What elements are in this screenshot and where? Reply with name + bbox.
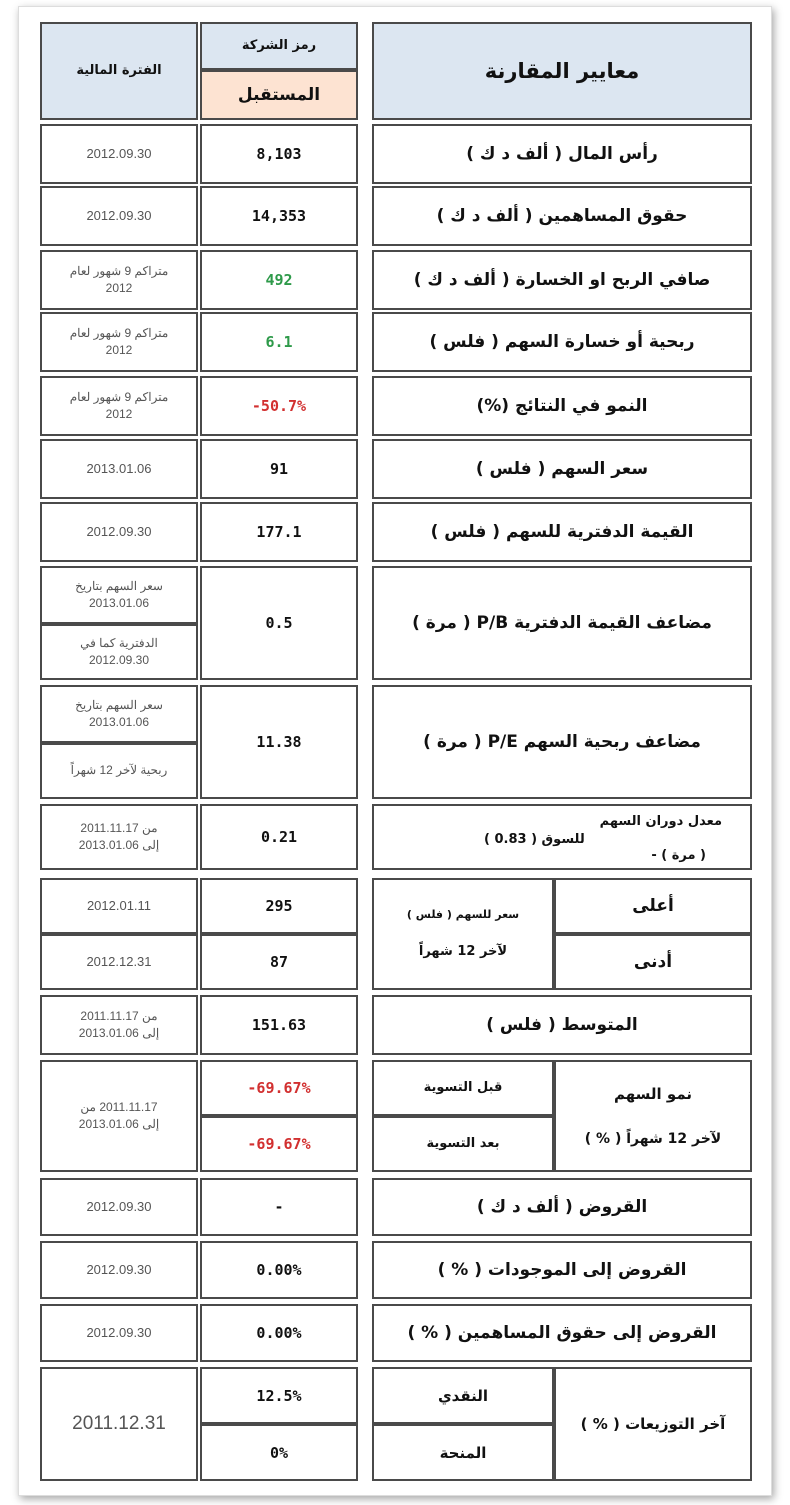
label-text: صافي الربح او الخسارة ( ألف د ك )	[413, 270, 711, 290]
date-text: 2012.09.30	[86, 523, 152, 539]
pe-date-earnings	[40, 743, 198, 799]
capital-date	[40, 124, 198, 184]
low-label	[554, 934, 752, 990]
turnover-label	[372, 804, 752, 870]
growth-subtitle: لآخر 12 شهراً ( % )	[584, 1131, 722, 1147]
value-text: 0.00%	[256, 1324, 302, 1342]
pb-label	[372, 566, 752, 680]
growth-title: نمو السهم	[613, 1085, 693, 1103]
pb-date-book	[40, 624, 198, 680]
low-value	[200, 934, 358, 990]
pe-date-price	[40, 685, 198, 743]
high-label	[554, 878, 752, 934]
loans-assets-label	[372, 1241, 752, 1299]
capital-value	[200, 124, 358, 184]
value-text: -50.7%	[251, 397, 307, 415]
label-text: القيمة الدفترية للسهم ( فلس )	[430, 522, 694, 542]
date-text: 2012.09.30	[86, 1261, 152, 1277]
value-text: 8,103	[256, 145, 302, 163]
value-text: 91	[269, 460, 289, 478]
pe-value	[200, 685, 358, 799]
label-text: القروض إلى حقوق المساهمين ( % )	[407, 1323, 717, 1343]
dividends-bonus-value	[200, 1424, 358, 1481]
loans-assets-value	[200, 1241, 358, 1299]
equity-label	[372, 186, 752, 246]
label-text: رأس المال ( ألف د ك )	[466, 144, 658, 164]
value-text: 0.21	[260, 828, 298, 846]
pe-label	[372, 685, 752, 799]
value-text: 492	[265, 271, 293, 289]
pb-date-price	[40, 566, 198, 624]
turnover-value	[200, 804, 358, 870]
growth-after-value	[200, 1116, 358, 1172]
loans-equity-date	[40, 1304, 198, 1362]
date-to-text: إلى 2013.01.06	[78, 838, 160, 852]
date-text: 2012.12.31	[86, 953, 152, 969]
value-text: 151.63	[251, 1016, 307, 1034]
label-text: القروض ( ألف د ك )	[476, 1197, 648, 1217]
pb-value	[200, 566, 358, 680]
average-value	[200, 995, 358, 1055]
label-text: أدنى	[633, 952, 673, 972]
label-text: سعر السهم ( فلس )	[475, 459, 649, 479]
loans-date	[40, 1178, 198, 1236]
group-sublabel: لآخر 12 شهراً	[418, 943, 508, 959]
label-text: مضاعف ربحية السهم P/E ( مرة )	[423, 732, 701, 752]
value-text: 6.1	[265, 333, 293, 351]
value-text: 0.00%	[256, 1261, 302, 1279]
growth-date	[40, 1060, 198, 1172]
turnover-market: للسوق ( 0.83 )	[484, 832, 585, 847]
label-text: النمو في النتائج (%)	[476, 396, 648, 416]
equity-value	[200, 186, 358, 246]
label-text: آخر التوزيعات ( % )	[580, 1415, 726, 1433]
date-from-text: من 2011.11.17	[80, 1008, 158, 1023]
value-text: -69.67%	[247, 1079, 311, 1097]
book-value-label	[372, 502, 752, 562]
group-label: سعر للسهم ( فلس )	[406, 908, 520, 921]
growth-results-label	[372, 376, 752, 436]
date-text: متراكم 9 شهور لعام 2012	[69, 389, 169, 421]
date-to-text: إلى 2013.01.06	[78, 1026, 160, 1040]
value-text: 14,353	[251, 207, 307, 225]
book-value-value	[200, 502, 358, 562]
growth-results-value	[200, 376, 358, 436]
date-text: 2013.01.06	[86, 460, 152, 476]
share-price-date	[40, 439, 198, 499]
turnover-unit: ( مرة ) -	[651, 848, 706, 863]
company-code-label: رمز الشركة	[241, 38, 317, 54]
net-profit-value	[200, 250, 358, 310]
loans-equity-value	[200, 1304, 358, 1362]
date-text: الدفترية كما في 2012.09.30	[80, 635, 158, 667]
value-text: 0.5	[265, 614, 293, 632]
label-text: النقدي	[437, 1386, 489, 1405]
value-text: 0%	[269, 1443, 289, 1462]
label-text: حقوق المساهمين ( ألف د ك )	[436, 206, 688, 226]
share-price-value	[200, 439, 358, 499]
date-from-text: من 2011.11.17	[80, 820, 158, 835]
loans-assets-date	[40, 1241, 198, 1299]
average-label	[372, 995, 752, 1055]
growth-label	[554, 1060, 752, 1172]
book-value-date	[40, 502, 198, 562]
net-profit-date	[40, 250, 198, 310]
company-code-header	[200, 22, 358, 70]
date-text: متراكم 9 شهور لعام 2012	[69, 325, 169, 357]
share-price-label	[372, 439, 752, 499]
capital-label	[372, 124, 752, 184]
date-to-text: إلى 2013.01.06	[78, 1117, 160, 1131]
eps-date	[40, 312, 198, 372]
date-text: سعر السهم بتاريخ 2013.01.06	[75, 697, 163, 729]
label-text: المنحة	[439, 1443, 487, 1462]
growth-before-value	[200, 1060, 358, 1116]
dividends-cash-value	[200, 1367, 358, 1424]
value-text: 11.38	[256, 733, 302, 751]
net-profit-label	[372, 250, 752, 310]
label-text: قبل التسوية	[423, 1080, 503, 1096]
dividends-bonus-label	[372, 1424, 554, 1481]
eps-value	[200, 312, 358, 372]
turnover-title: معدل دوران السهم	[599, 814, 722, 829]
date-text: متراكم 9 شهور لعام 2012	[69, 263, 169, 295]
period-label: الفترة المالية	[76, 63, 162, 79]
date-text: 2012.01.11	[86, 897, 152, 913]
criteria-header	[372, 22, 752, 120]
date-text: 2012.09.30	[86, 145, 152, 161]
label-text: القروض إلى الموجودات ( % )	[437, 1260, 687, 1280]
eps-label	[372, 312, 752, 372]
high-date	[40, 878, 198, 934]
average-date	[40, 995, 198, 1055]
value-text: 12.5%	[256, 1386, 302, 1405]
loans-label	[372, 1178, 752, 1236]
low-date	[40, 934, 198, 990]
label-text: مضاعف القيمة الدفترية P/B ( مرة )	[412, 613, 712, 633]
dividends-cash-label	[372, 1367, 554, 1424]
value-text: 87	[269, 953, 289, 971]
label-text: المتوسط ( فلس )	[486, 1015, 638, 1035]
dividends-date	[40, 1367, 198, 1481]
date-text: سعر السهم بتاريخ 2013.01.06	[75, 578, 163, 610]
value-text: -69.67%	[247, 1135, 311, 1153]
date-text: 2012.09.30	[86, 1324, 152, 1340]
date-text: 2012.09.30	[86, 1198, 152, 1214]
loans-value	[200, 1178, 358, 1236]
date-text: ربحية لآخر 12 شهراً	[70, 763, 168, 778]
growth-results-date	[40, 376, 198, 436]
dividends-label	[554, 1367, 752, 1481]
growth-after-label	[372, 1116, 554, 1172]
date-text: 2012.09.30	[86, 207, 152, 223]
company-name-cell	[200, 70, 358, 120]
period-header	[40, 22, 198, 120]
label-text: أعلى	[632, 896, 674, 916]
turnover-date	[40, 804, 198, 870]
date-text: 2011.12.31	[72, 1413, 166, 1435]
value-text: 177.1	[256, 523, 302, 541]
high-value	[200, 878, 358, 934]
criteria-title: معايير المقارنة	[484, 59, 640, 83]
growth-before-label	[372, 1060, 554, 1116]
value-text: -	[274, 1198, 284, 1216]
label-text: ربحية أو خسارة السهم ( فلس )	[429, 332, 695, 352]
value-text: 295	[265, 897, 293, 915]
equity-date	[40, 186, 198, 246]
label-text: بعد التسوية	[426, 1136, 500, 1152]
price-range-group	[372, 878, 554, 990]
company-name: المستقبل	[237, 85, 321, 105]
date-from-text: 2011.11.17 من	[80, 1099, 158, 1114]
loans-equity-label	[372, 1304, 752, 1362]
